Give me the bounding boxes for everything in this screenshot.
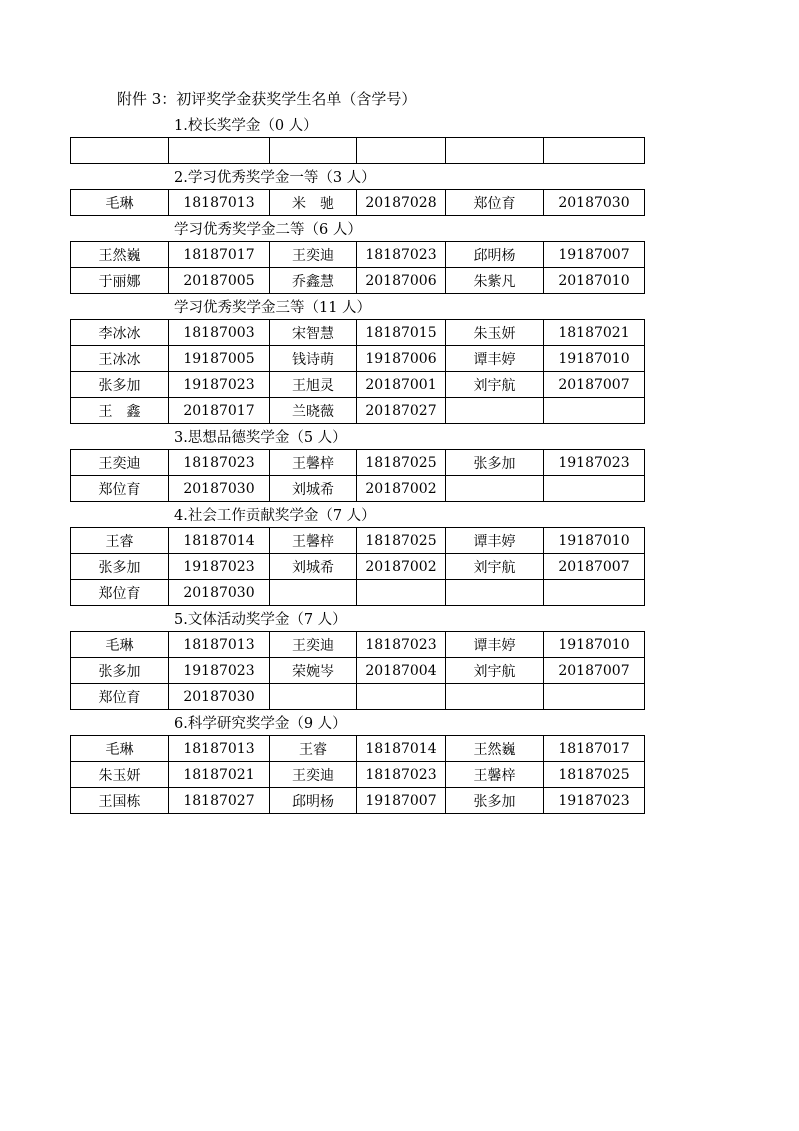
student-id-cell: 18187013 [169,632,270,658]
student-id-cell: 18187003 [169,320,270,346]
student-name-cell: 王馨梓 [446,762,544,788]
student-name-cell: 郑位育 [71,684,169,710]
student-name-cell [446,138,544,164]
section-heading: 1.校长奖学金（0 人） [174,118,318,134]
student-name-cell: 张多加 [71,554,169,580]
table-row [71,528,645,554]
student-id-cell: 18187023 [357,632,446,658]
student-name-cell: 于丽娜 [71,268,169,294]
student-name-cell: 邱明杨 [446,242,544,268]
student-name-cell: 刘城希 [270,554,357,580]
student-name-cell: 刘宇航 [446,372,544,398]
student-name-cell: 毛琳 [71,632,169,658]
student-name-cell: 朱紫凡 [446,268,544,294]
student-name-cell [446,398,544,424]
student-id-cell: 18187017 [544,736,645,762]
student-name-cell [270,684,357,710]
section-heading: 4.社会工作贡献奖学金（7 人） [174,508,376,524]
student-name-cell: 郑位育 [446,190,544,216]
student-name-cell: 王馨梓 [270,450,357,476]
award-sections [70,115,644,817]
section-heading: 2.学习优秀奖学金一等（3 人） [174,170,376,186]
student-id-cell [544,580,645,606]
student-id-cell: 19187007 [544,242,645,268]
section-heading: 5.文体活动奖学金（7 人） [174,612,347,628]
student-name-cell: 王旭灵 [270,372,357,398]
student-id-cell: 19187023 [544,788,645,814]
student-name-cell: 王 鑫 [71,398,169,424]
student-id-cell: 18187027 [169,788,270,814]
student-id-cell: 18187014 [169,528,270,554]
student-id-cell: 20187004 [357,658,446,684]
student-name-cell: 张多加 [446,450,544,476]
student-id-cell [544,398,645,424]
section-heading: 6.科学研究奖学金（9 人） [174,716,347,732]
student-name-cell [270,580,357,606]
student-name-cell: 王然巍 [446,736,544,762]
student-id-cell: 19187010 [544,528,645,554]
student-name-cell: 王奕迪 [270,242,357,268]
award-section [70,115,644,164]
student-name-cell: 王睿 [71,528,169,554]
student-name-cell: 朱玉妍 [446,320,544,346]
student-name-cell [446,580,544,606]
student-id-cell: 18187021 [544,320,645,346]
table-row [71,242,645,268]
student-name-cell: 邱明杨 [270,788,357,814]
award-section [70,713,644,814]
student-id-cell: 19187023 [169,658,270,684]
table-row [71,632,645,658]
student-name-cell: 刘宇航 [446,658,544,684]
student-id-cell: 20187006 [357,268,446,294]
student-name-cell: 郑位育 [71,580,169,606]
student-id-cell: 20187010 [544,268,645,294]
student-id-cell: 18187023 [357,242,446,268]
student-name-cell: 谭丰婷 [446,528,544,554]
student-id-cell: 20187027 [357,398,446,424]
table-row [71,554,645,580]
student-id-cell: 20187007 [544,658,645,684]
student-name-cell: 钱诗萌 [270,346,357,372]
student-id-cell: 18187021 [169,762,270,788]
student-name-cell: 谭丰婷 [446,632,544,658]
student-id-cell: 19187023 [169,372,270,398]
student-id-cell: 19187010 [544,346,645,372]
student-name-cell: 兰晓薇 [270,398,357,424]
student-name-cell: 王馨梓 [270,528,357,554]
winners-table [70,319,645,424]
student-id-cell: 20187007 [544,372,645,398]
student-name-cell: 王然巍 [71,242,169,268]
section-heading: 3.思想品德奖学金（5 人） [174,430,347,446]
student-id-cell: 20187030 [169,476,270,502]
table-row [71,268,645,294]
student-id-cell: 19187007 [357,788,446,814]
student-name-cell: 王睿 [270,736,357,762]
award-section [70,297,644,424]
student-name-cell: 张多加 [446,788,544,814]
winners-table [70,527,645,606]
winners-table [70,137,645,164]
student-id-cell: 19187023 [169,554,270,580]
award-section [70,427,644,502]
winners-table [70,449,645,502]
student-id-cell: 18187025 [357,528,446,554]
student-id-cell: 20187030 [169,684,270,710]
student-id-cell: 20187017 [169,398,270,424]
student-name-cell [71,138,169,164]
student-name-cell [446,476,544,502]
student-id-cell [357,138,446,164]
student-id-cell [169,138,270,164]
table-row [71,346,645,372]
table-row [71,190,645,216]
student-name-cell: 王奕迪 [71,450,169,476]
student-id-cell [357,684,446,710]
table-row [71,320,645,346]
student-name-cell: 张多加 [71,372,169,398]
table-row [71,398,645,424]
table-row [71,450,645,476]
award-section [70,609,644,710]
student-id-cell: 19187010 [544,632,645,658]
student-id-cell: 18187025 [544,762,645,788]
student-id-cell: 20187007 [544,554,645,580]
student-name-cell: 张多加 [71,658,169,684]
table-row [71,372,645,398]
section-heading: 学习优秀奖学金二等（6 人） [174,222,362,238]
student-name-cell: 王冰冰 [71,346,169,372]
student-id-cell: 19187006 [357,346,446,372]
winners-table [70,241,645,294]
student-id-cell: 20187030 [169,580,270,606]
student-name-cell: 王奕迪 [270,632,357,658]
student-name-cell: 王国栋 [71,788,169,814]
award-section [70,219,644,294]
student-name-cell: 谭丰婷 [446,346,544,372]
student-name-cell: 刘宇航 [446,554,544,580]
student-id-cell [544,138,645,164]
student-name-cell: 米 驰 [270,190,357,216]
student-name-cell: 荣婉岑 [270,658,357,684]
student-id-cell: 18187023 [357,762,446,788]
table-row [71,658,645,684]
student-name-cell: 王奕迪 [270,762,357,788]
winners-table [70,189,645,216]
student-name-cell: 毛琳 [71,736,169,762]
student-id-cell: 18187025 [357,450,446,476]
table-row [71,788,645,814]
student-id-cell: 19187023 [544,450,645,476]
student-id-cell: 20187001 [357,372,446,398]
table-row [71,762,645,788]
student-id-cell: 20187002 [357,554,446,580]
table-row [71,580,645,606]
table-row [71,736,645,762]
student-name-cell: 毛琳 [71,190,169,216]
student-id-cell: 18187013 [169,190,270,216]
student-id-cell: 20187005 [169,268,270,294]
table-row [71,684,645,710]
student-id-cell: 18187013 [169,736,270,762]
student-id-cell: 20187028 [357,190,446,216]
student-id-cell: 18187017 [169,242,270,268]
award-section [70,505,644,606]
table-row [71,476,645,502]
section-heading: 学习优秀奖学金三等（11 人） [174,300,372,316]
student-name-cell: 乔鑫慧 [270,268,357,294]
student-id-cell: 20187002 [357,476,446,502]
student-name-cell: 朱玉妍 [71,762,169,788]
student-id-cell [544,684,645,710]
student-name-cell: 郑位育 [71,476,169,502]
student-id-cell: 19187005 [169,346,270,372]
winners-table [70,631,645,710]
table-row [71,138,645,164]
student-name-cell: 宋智慧 [270,320,357,346]
student-name-cell [270,138,357,164]
award-section [70,167,644,216]
student-name-cell [446,684,544,710]
page-title: 附件 3：初评奖学金获奖学生名单（含学号） [117,90,417,108]
winners-table [70,735,645,814]
student-name-cell: 刘城希 [270,476,357,502]
student-id-cell [357,580,446,606]
student-id-cell [544,476,645,502]
student-name-cell: 李冰冰 [71,320,169,346]
student-id-cell: 18187014 [357,736,446,762]
student-id-cell: 18187015 [357,320,446,346]
student-id-cell: 20187030 [544,190,645,216]
student-id-cell: 18187023 [169,450,270,476]
